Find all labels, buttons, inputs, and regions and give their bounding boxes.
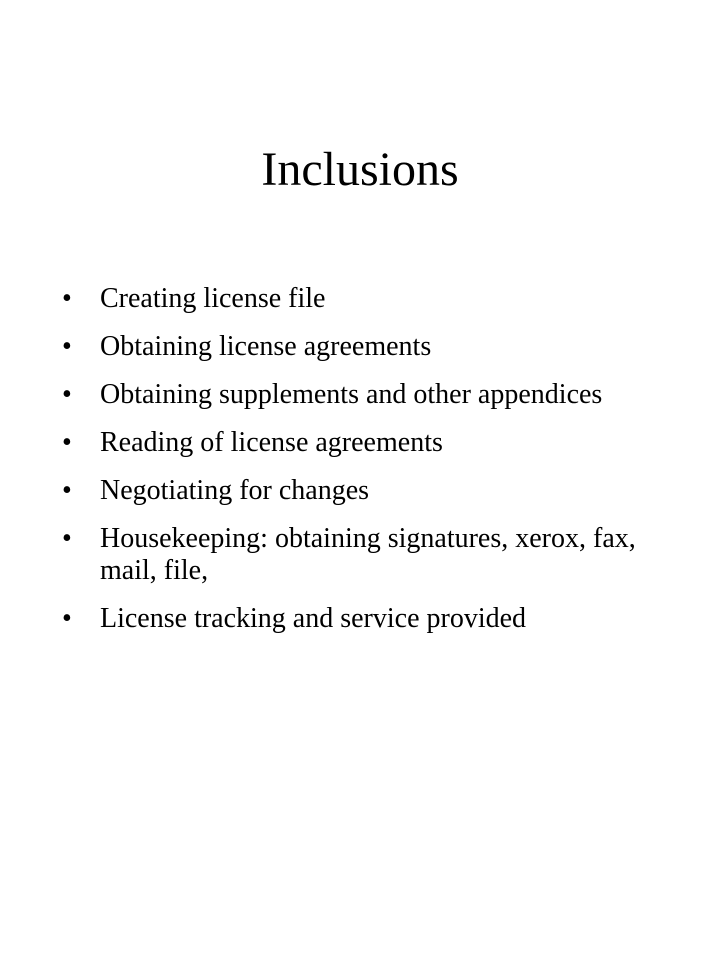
bullet-text: Housekeeping: obtaining signatures, xerox, fax, mail, file, xyxy=(100,523,636,586)
bullet-icon: • xyxy=(62,283,72,314)
bullet-text: Negotiating for changes xyxy=(100,475,370,506)
bullet-icon: • xyxy=(62,427,72,458)
bullet-item xyxy=(60,331,680,363)
bullet-item xyxy=(60,523,680,587)
bullet-item xyxy=(60,283,680,315)
bullet-text: Obtaining license agreements xyxy=(100,331,432,362)
bullet-icon: • xyxy=(62,603,72,634)
bullet-icon: • xyxy=(62,379,72,410)
bullet-text: Reading of license agreements xyxy=(100,427,443,458)
bullet-list xyxy=(60,283,680,651)
bullet-text: Creating license file xyxy=(100,283,326,314)
bullet-item xyxy=(60,603,680,635)
bullet-icon: • xyxy=(62,523,72,554)
bullet-icon: • xyxy=(62,331,72,362)
bullet-text: Obtaining supplements and other appendices xyxy=(100,379,603,410)
bullet-item xyxy=(60,475,680,507)
bullet-item xyxy=(60,427,680,459)
bullet-text: License tracking and service provided xyxy=(100,603,527,634)
slide-title: Inclusions xyxy=(261,143,459,196)
bullet-item xyxy=(60,379,680,411)
bullet-icon: • xyxy=(62,475,72,506)
